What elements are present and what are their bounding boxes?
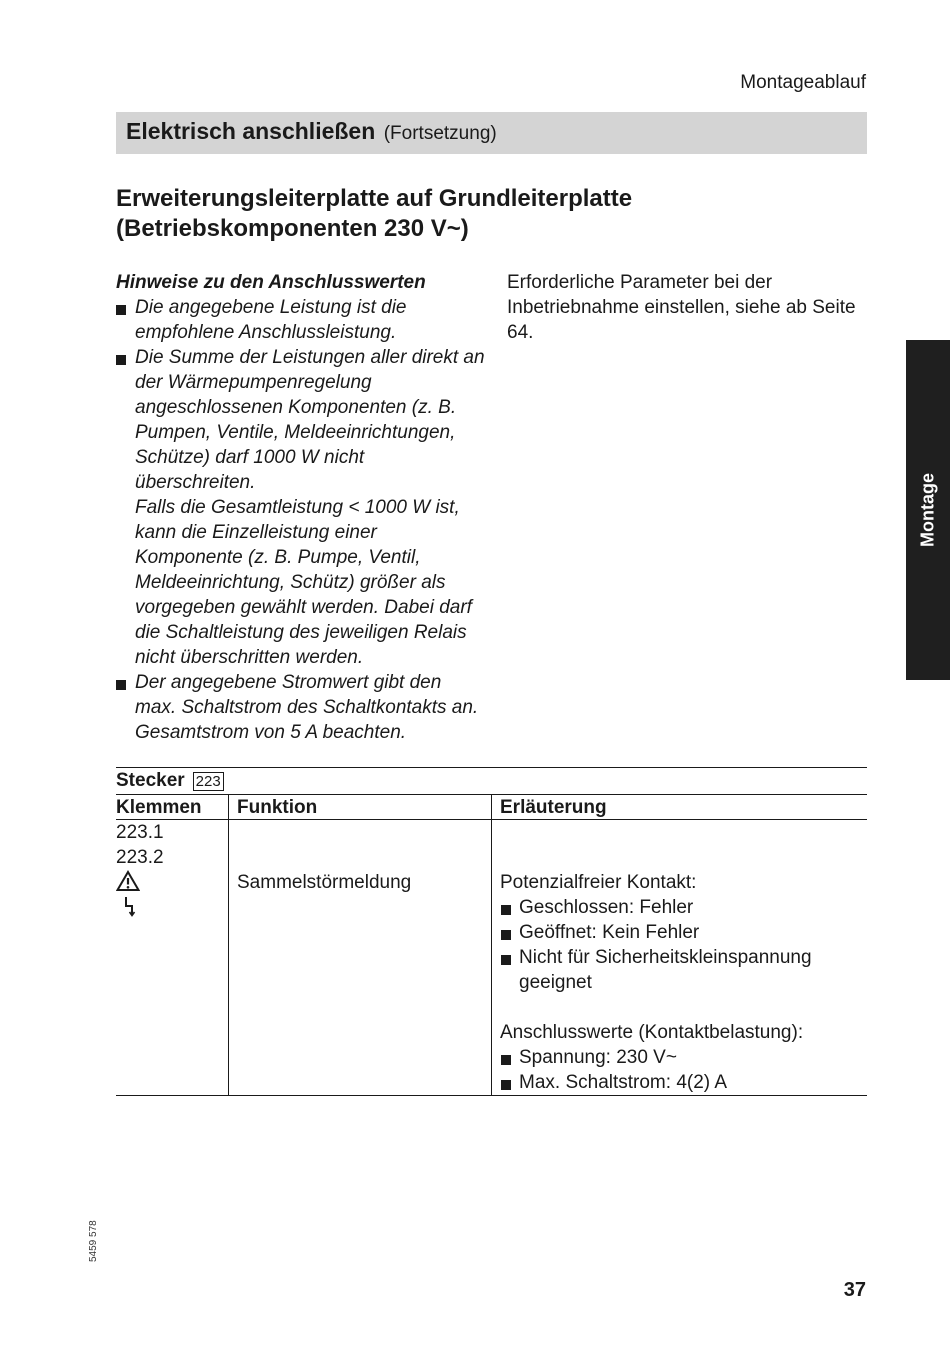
header-klemmen: Klemmen xyxy=(116,794,228,820)
side-tab-label: Montage xyxy=(917,473,938,547)
contact-item: Nicht für Sicherheitskleinspannung geeignet xyxy=(500,945,867,995)
note-text: Falls die Gesamtleistung < 1000 W ist, kann die Einzelleistung einer Komponente (z. B. Pumpe, Ventil, Meldeeinrichtung, Schütz) größer als vorgegeben gewählt werden. Dabei darf die Schaltleistung des jeweiligen Relais nicht überschritten werden. xyxy=(135,497,472,668)
contact-intro: Potenzialfreier Kontakt: xyxy=(500,872,697,893)
warning-triangle-icon xyxy=(116,870,228,895)
section-subtitle: (Fortsetzung) xyxy=(383,123,497,144)
side-tab-montage[interactable] xyxy=(906,340,950,680)
terminal-label: 223.2 xyxy=(116,847,164,868)
section-title-bar xyxy=(116,112,867,154)
document-number: 5459 578 xyxy=(88,1220,99,1262)
ratings-intro: Anschlusswerte (Kontaktbelastung): xyxy=(500,1022,804,1043)
plug-label: Stecker xyxy=(116,770,185,791)
plug-number-box: 223 xyxy=(193,772,224,791)
note-text: Die Summe der Leistungen aller direkt an der Wärmepumpenregelung angeschlossenen Komponenten (z. B. Pumpen, Ventile, Meldeeinrichtungen, Schütze) darf 1000 W nicht überschreiten. xyxy=(135,347,485,493)
parameter-note: Erforderliche Parameter bei der Inbetriebnahme einstellen, siehe ab Seite 64. xyxy=(507,272,856,343)
lightning-icon xyxy=(116,895,228,920)
running-header: Montageablauf xyxy=(740,72,866,93)
rating-item: Spannung: 230 V~ xyxy=(500,1045,867,1070)
note-item xyxy=(116,295,486,345)
note-text: Der angegebene Stromwert gibt den max. Schaltstrom des Schaltkontakts an. Gesamtstrom von 5 A beachten. xyxy=(135,672,479,743)
note-item xyxy=(116,670,486,745)
subheading: Erweiterungsleiterplatte auf Grundleiterplatte (Betriebskomponenten 230 V~) xyxy=(116,185,633,242)
note-text: Die angegebene Leistung ist die empfohlene Anschlussleistung. xyxy=(135,297,407,343)
connection-table xyxy=(116,767,867,1096)
notes-list xyxy=(116,295,486,745)
plug-row xyxy=(116,767,867,794)
header-erlaeuterung: Erläuterung xyxy=(491,794,867,820)
table-header-row xyxy=(116,794,867,820)
function-text: Sammelstörmeldung xyxy=(237,872,412,893)
table-row xyxy=(116,820,867,1096)
contact-item: Geschlossen: Fehler xyxy=(500,895,867,920)
notes-heading: Hinweise zu den Anschlusswerten xyxy=(116,272,426,293)
page-number: 37 xyxy=(843,1279,866,1301)
klemmen-cell xyxy=(116,820,228,1095)
erlaeuterung-cell xyxy=(491,820,867,1095)
section-title: Elektrisch anschließen xyxy=(126,118,376,144)
header-funktion: Funktion xyxy=(228,794,491,820)
notes-column xyxy=(116,270,486,745)
funktion-cell xyxy=(228,820,491,1095)
terminal-label: 223.1 xyxy=(116,822,164,843)
note-item xyxy=(116,345,486,670)
rating-item: Max. Schaltstrom: 4(2) A xyxy=(500,1070,867,1095)
contact-item: Geöffnet: Kein Fehler xyxy=(500,920,867,945)
